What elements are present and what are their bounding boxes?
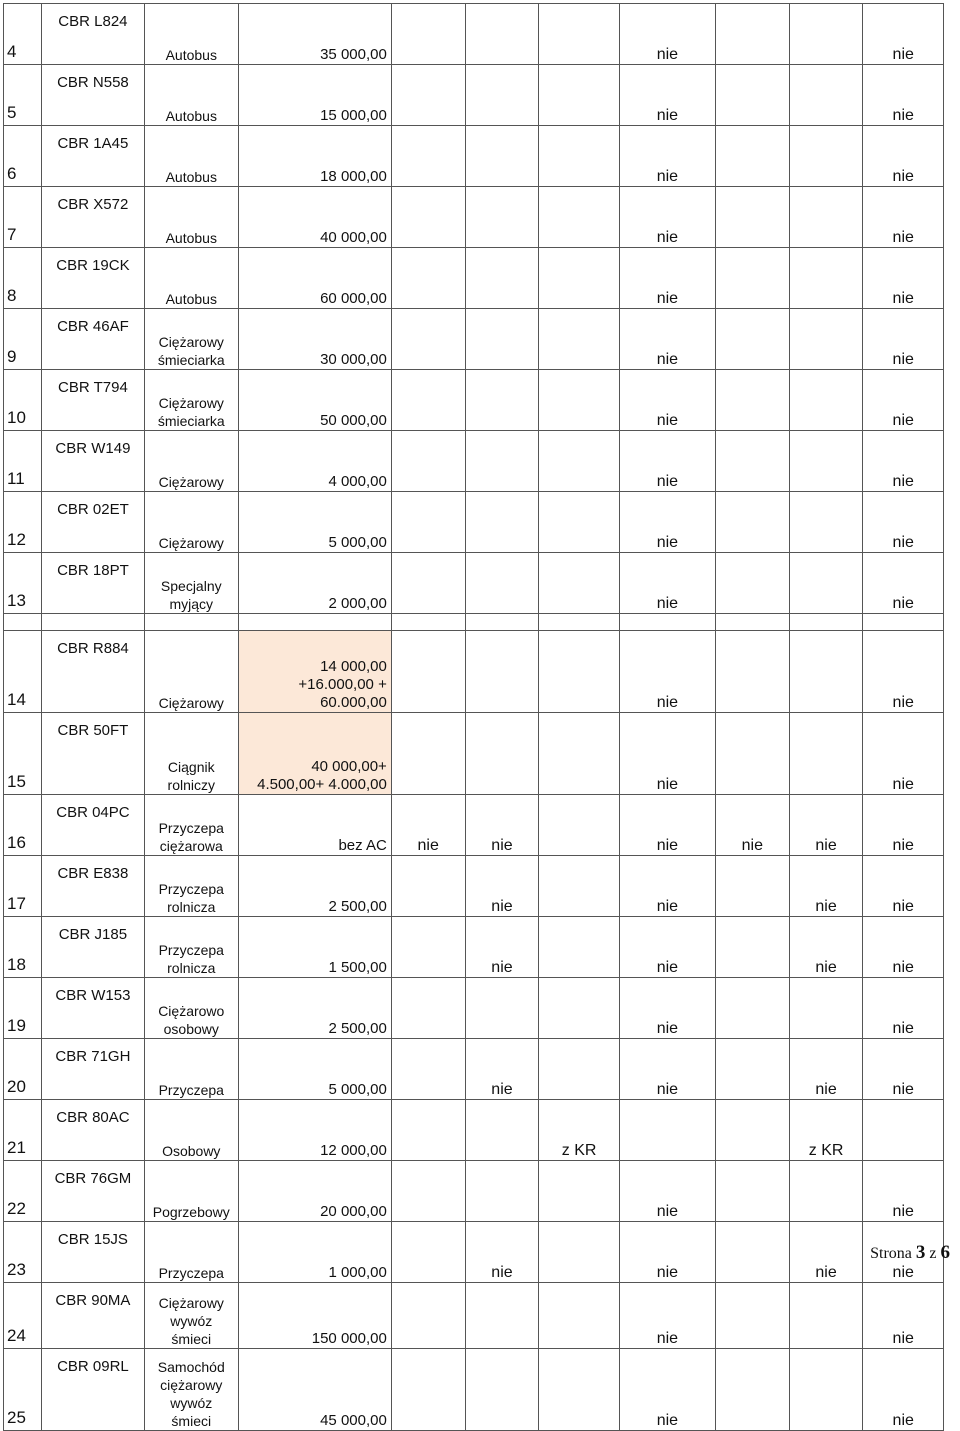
vehicle-type: Ciężarowy wywóz śmieci bbox=[144, 1283, 238, 1349]
flag-cell bbox=[465, 1100, 539, 1161]
flag-cell bbox=[789, 1283, 863, 1349]
table-row bbox=[4, 1222, 944, 1283]
row-number: 23 bbox=[4, 1222, 42, 1283]
flag-cell: nie bbox=[619, 492, 715, 553]
insured-value: 15 000,00 bbox=[238, 65, 391, 126]
flag-cell bbox=[539, 917, 619, 978]
flag-cell bbox=[715, 248, 789, 309]
flag-cell bbox=[789, 65, 863, 126]
flag-cell bbox=[465, 631, 539, 713]
insured-value: 14 000,00 +16.000,00 + 60.000,00 bbox=[238, 631, 391, 713]
flag-cell: nie bbox=[619, 1039, 715, 1100]
flag-cell bbox=[391, 65, 465, 126]
footer-total: 6 bbox=[940, 1242, 950, 1263]
vehicle-type: Osobowy bbox=[144, 1100, 238, 1161]
flag-cell bbox=[539, 431, 619, 492]
insured-value: 40 000,00+ 4.500,00+ 4.000,00 bbox=[238, 713, 391, 795]
flag-cell bbox=[391, 713, 465, 795]
flag-cell bbox=[539, 1349, 619, 1431]
flag-cell bbox=[391, 1283, 465, 1349]
flag-cell bbox=[715, 553, 789, 614]
registration-number: CBR 46AF bbox=[42, 309, 145, 370]
vehicle-type: Pogrzebowy bbox=[144, 1161, 238, 1222]
registration-number: CBR E838 bbox=[42, 856, 145, 917]
flag-cell bbox=[391, 431, 465, 492]
flag-cell bbox=[715, 126, 789, 187]
flag-cell: nie bbox=[619, 917, 715, 978]
flag-cell: nie bbox=[619, 187, 715, 248]
registration-number: CBR 04PC bbox=[42, 795, 145, 856]
vehicle-type: Samochód ciężarowy wywóz śmieci bbox=[144, 1349, 238, 1431]
flag-cell bbox=[715, 65, 789, 126]
flag-cell bbox=[391, 492, 465, 553]
registration-number: CBR R884 bbox=[42, 631, 145, 713]
table-row bbox=[4, 492, 944, 553]
row-number: 12 bbox=[4, 492, 42, 553]
flag-cell: nie bbox=[619, 856, 715, 917]
flag-cell: nie bbox=[863, 1161, 944, 1222]
flag-cell bbox=[391, 309, 465, 370]
vehicle-type: Przyczepa ciężarowa bbox=[144, 795, 238, 856]
insured-value: 40 000,00 bbox=[238, 187, 391, 248]
registration-number: CBR 50FT bbox=[42, 713, 145, 795]
flag-cell bbox=[391, 370, 465, 431]
flag-cell bbox=[789, 978, 863, 1039]
flag-cell: nie bbox=[465, 917, 539, 978]
flag-cell: nie bbox=[619, 1283, 715, 1349]
insured-value: 1 000,00 bbox=[238, 1222, 391, 1283]
vehicle-type: Specjalny myjący bbox=[144, 553, 238, 614]
flag-cell bbox=[539, 492, 619, 553]
flag-cell bbox=[391, 856, 465, 917]
flag-cell bbox=[539, 856, 619, 917]
flag-cell bbox=[715, 1349, 789, 1431]
vehicle-type: Autobus bbox=[144, 126, 238, 187]
flag-cell bbox=[715, 917, 789, 978]
vehicle-type: Autobus bbox=[144, 4, 238, 65]
flag-cell bbox=[539, 309, 619, 370]
row-number: 24 bbox=[4, 1283, 42, 1349]
insured-value: 12 000,00 bbox=[238, 1100, 391, 1161]
row-number: 22 bbox=[4, 1161, 42, 1222]
flag-cell: nie bbox=[391, 795, 465, 856]
flag-cell bbox=[715, 1100, 789, 1161]
flag-cell bbox=[539, 1222, 619, 1283]
registration-number: CBR 71GH bbox=[42, 1039, 145, 1100]
insured-value: 35 000,00 bbox=[238, 4, 391, 65]
registration-number: CBR 80AC bbox=[42, 1100, 145, 1161]
row-number: 4 bbox=[4, 4, 42, 65]
vehicle-type: Ciężarowy bbox=[144, 431, 238, 492]
flag-cell bbox=[789, 553, 863, 614]
flag-cell bbox=[465, 492, 539, 553]
flag-cell: nie bbox=[863, 795, 944, 856]
table-row bbox=[4, 126, 944, 187]
flag-cell bbox=[715, 713, 789, 795]
flag-cell bbox=[539, 248, 619, 309]
flag-cell: nie bbox=[619, 631, 715, 713]
flag-cell: nie bbox=[863, 917, 944, 978]
footer-page: 3 bbox=[915, 1242, 926, 1263]
flag-cell bbox=[715, 978, 789, 1039]
table-row bbox=[4, 187, 944, 248]
flag-cell: nie bbox=[465, 1222, 539, 1283]
vehicle-type: Ciężarowy bbox=[144, 492, 238, 553]
row-number: 20 bbox=[4, 1039, 42, 1100]
flag-cell: nie bbox=[863, 187, 944, 248]
table-row bbox=[4, 553, 944, 614]
flag-cell bbox=[391, 4, 465, 65]
vehicle-type: Ciężarowy bbox=[144, 631, 238, 713]
registration-number: CBR 90MA bbox=[42, 1283, 145, 1349]
flag-cell bbox=[539, 978, 619, 1039]
table-row bbox=[4, 856, 944, 917]
flag-cell: nie bbox=[619, 1161, 715, 1222]
flag-cell: nie bbox=[863, 65, 944, 126]
flag-cell: nie bbox=[863, 1283, 944, 1349]
flag-cell: nie bbox=[863, 4, 944, 65]
registration-number: CBR 76GM bbox=[42, 1161, 145, 1222]
flag-cell: nie bbox=[619, 795, 715, 856]
flag-cell bbox=[539, 713, 619, 795]
vehicle-type: Przyczepa bbox=[144, 1222, 238, 1283]
registration-number: CBR 02ET bbox=[42, 492, 145, 553]
vehicle-type: Przyczepa rolnicza bbox=[144, 917, 238, 978]
flag-cell bbox=[465, 309, 539, 370]
flag-cell bbox=[789, 713, 863, 795]
flag-cell bbox=[789, 1349, 863, 1431]
flag-cell: nie bbox=[863, 553, 944, 614]
flag-cell bbox=[539, 187, 619, 248]
row-number: 25 bbox=[4, 1349, 42, 1431]
row-number: 17 bbox=[4, 856, 42, 917]
flag-cell bbox=[465, 1283, 539, 1349]
row-number: 7 bbox=[4, 187, 42, 248]
registration-number: CBR 19CK bbox=[42, 248, 145, 309]
table-row bbox=[4, 1039, 944, 1100]
flag-cell bbox=[789, 309, 863, 370]
row-number: 13 bbox=[4, 553, 42, 614]
flag-cell bbox=[539, 4, 619, 65]
row-number: 18 bbox=[4, 917, 42, 978]
insured-value: bez AC bbox=[238, 795, 391, 856]
flag-cell bbox=[789, 431, 863, 492]
registration-number: CBR 1A45 bbox=[42, 126, 145, 187]
flag-cell bbox=[789, 631, 863, 713]
insured-value: 2 500,00 bbox=[238, 978, 391, 1039]
flag-cell bbox=[715, 1222, 789, 1283]
table-row bbox=[4, 1349, 944, 1431]
flag-cell bbox=[789, 126, 863, 187]
row-number: 16 bbox=[4, 795, 42, 856]
flag-cell: nie bbox=[715, 795, 789, 856]
flag-cell bbox=[789, 248, 863, 309]
row-number: 19 bbox=[4, 978, 42, 1039]
flag-cell: nie bbox=[619, 309, 715, 370]
flag-cell: nie bbox=[863, 1039, 944, 1100]
flag-cell bbox=[465, 713, 539, 795]
flag-cell bbox=[465, 248, 539, 309]
flag-cell: nie bbox=[863, 1349, 944, 1431]
row-number: 10 bbox=[4, 370, 42, 431]
flag-cell bbox=[391, 1100, 465, 1161]
registration-number: CBR 09RL bbox=[42, 1349, 145, 1431]
flag-cell bbox=[715, 4, 789, 65]
flag-cell bbox=[539, 1161, 619, 1222]
flag-cell: nie bbox=[619, 553, 715, 614]
page-footer bbox=[870, 1242, 950, 1264]
table-row bbox=[4, 4, 944, 65]
flag-cell: nie bbox=[863, 431, 944, 492]
flag-cell bbox=[465, 431, 539, 492]
flag-cell: nie bbox=[619, 65, 715, 126]
flag-cell bbox=[715, 631, 789, 713]
table-row bbox=[4, 309, 944, 370]
vehicle-type: Przyczepa bbox=[144, 1039, 238, 1100]
table-row bbox=[4, 917, 944, 978]
flag-cell bbox=[789, 370, 863, 431]
flag-cell bbox=[539, 795, 619, 856]
flag-cell bbox=[789, 4, 863, 65]
row-number: 5 bbox=[4, 65, 42, 126]
flag-cell: nie bbox=[619, 978, 715, 1039]
flag-cell bbox=[539, 1283, 619, 1349]
table-row bbox=[4, 1283, 944, 1349]
flag-cell bbox=[391, 1039, 465, 1100]
insured-value: 18 000,00 bbox=[238, 126, 391, 187]
flag-cell bbox=[715, 1039, 789, 1100]
registration-number: CBR T794 bbox=[42, 370, 145, 431]
flag-cell bbox=[465, 370, 539, 431]
flag-cell bbox=[391, 126, 465, 187]
flag-cell: nie bbox=[863, 713, 944, 795]
flag-cell bbox=[391, 187, 465, 248]
insured-value: 4 000,00 bbox=[238, 431, 391, 492]
flag-cell: nie bbox=[465, 856, 539, 917]
flag-cell: nie bbox=[619, 248, 715, 309]
vehicle-table bbox=[3, 3, 944, 1431]
vehicle-type: Ciągnik rolniczy bbox=[144, 713, 238, 795]
flag-cell: nie bbox=[619, 1349, 715, 1431]
flag-cell: nie bbox=[863, 978, 944, 1039]
vehicle-type: Ciężarowo osobowy bbox=[144, 978, 238, 1039]
registration-number: CBR 18PT bbox=[42, 553, 145, 614]
row-number: 6 bbox=[4, 126, 42, 187]
table-row bbox=[4, 795, 944, 856]
flag-cell bbox=[715, 309, 789, 370]
flag-cell bbox=[465, 187, 539, 248]
footer-prefix: Strona bbox=[870, 1245, 912, 1262]
flag-cell bbox=[789, 187, 863, 248]
row-number: 11 bbox=[4, 431, 42, 492]
flag-cell: nie bbox=[863, 492, 944, 553]
table-row bbox=[4, 631, 944, 713]
table-row bbox=[4, 713, 944, 795]
table-row bbox=[4, 978, 944, 1039]
flag-cell bbox=[715, 492, 789, 553]
row-number: 21 bbox=[4, 1100, 42, 1161]
flag-cell: z KR bbox=[789, 1100, 863, 1161]
flag-cell: nie bbox=[863, 856, 944, 917]
flag-cell bbox=[391, 1161, 465, 1222]
flag-cell: nie bbox=[619, 713, 715, 795]
row-number: 14 bbox=[4, 631, 42, 713]
insured-value: 45 000,00 bbox=[238, 1349, 391, 1431]
flag-cell bbox=[465, 4, 539, 65]
insured-value: 1 500,00 bbox=[238, 917, 391, 978]
flag-cell: nie bbox=[789, 856, 863, 917]
flag-cell bbox=[391, 553, 465, 614]
insured-value: 50 000,00 bbox=[238, 370, 391, 431]
flag-cell bbox=[715, 1161, 789, 1222]
registration-number: CBR X572 bbox=[42, 187, 145, 248]
registration-number: CBR W153 bbox=[42, 978, 145, 1039]
insured-value: 20 000,00 bbox=[238, 1161, 391, 1222]
vehicle-type: Ciężarowy śmieciarka bbox=[144, 309, 238, 370]
row-number: 8 bbox=[4, 248, 42, 309]
flag-cell bbox=[539, 370, 619, 431]
flag-cell bbox=[715, 187, 789, 248]
vehicle-type: Autobus bbox=[144, 248, 238, 309]
registration-number: CBR N558 bbox=[42, 65, 145, 126]
vehicle-type: Przyczepa rolnicza bbox=[144, 856, 238, 917]
flag-cell bbox=[539, 631, 619, 713]
spacer-row bbox=[4, 614, 944, 631]
vehicle-type: Ciężarowy śmieciarka bbox=[144, 370, 238, 431]
flag-cell: nie bbox=[465, 1039, 539, 1100]
table-row bbox=[4, 370, 944, 431]
flag-cell bbox=[539, 65, 619, 126]
flag-cell: nie bbox=[863, 248, 944, 309]
flag-cell: nie bbox=[863, 309, 944, 370]
flag-cell bbox=[539, 553, 619, 614]
footer-sep: z bbox=[929, 1245, 937, 1262]
insured-value: 5 000,00 bbox=[238, 492, 391, 553]
flag-cell: nie bbox=[863, 631, 944, 713]
insured-value: 30 000,00 bbox=[238, 309, 391, 370]
flag-cell bbox=[715, 1283, 789, 1349]
insured-value: 2 000,00 bbox=[238, 553, 391, 614]
vehicle-type: Autobus bbox=[144, 187, 238, 248]
flag-cell bbox=[789, 1161, 863, 1222]
flag-cell: nie bbox=[789, 1222, 863, 1283]
insured-value: 60 000,00 bbox=[238, 248, 391, 309]
flag-cell: z KR bbox=[539, 1100, 619, 1161]
flag-cell bbox=[391, 917, 465, 978]
registration-number: CBR L824 bbox=[42, 4, 145, 65]
flag-cell: nie bbox=[863, 126, 944, 187]
flag-cell bbox=[539, 126, 619, 187]
vehicle-type: Autobus bbox=[144, 65, 238, 126]
flag-cell: nie bbox=[863, 1222, 944, 1283]
table-row bbox=[4, 1161, 944, 1222]
row-number: 9 bbox=[4, 309, 42, 370]
flag-cell bbox=[715, 431, 789, 492]
flag-cell bbox=[465, 553, 539, 614]
flag-cell bbox=[465, 1349, 539, 1431]
flag-cell bbox=[539, 1039, 619, 1100]
flag-cell bbox=[465, 65, 539, 126]
flag-cell bbox=[465, 1161, 539, 1222]
flag-cell bbox=[391, 248, 465, 309]
table-row bbox=[4, 248, 944, 309]
flag-cell: nie bbox=[619, 4, 715, 65]
table-row bbox=[4, 431, 944, 492]
flag-cell: nie bbox=[789, 795, 863, 856]
insured-value: 5 000,00 bbox=[238, 1039, 391, 1100]
flag-cell: nie bbox=[619, 1222, 715, 1283]
flag-cell: nie bbox=[789, 1039, 863, 1100]
flag-cell: nie bbox=[789, 917, 863, 978]
table-row bbox=[4, 65, 944, 126]
flag-cell: nie bbox=[619, 370, 715, 431]
flag-cell bbox=[863, 1100, 944, 1161]
flag-cell bbox=[391, 631, 465, 713]
flag-cell: nie bbox=[863, 370, 944, 431]
flag-cell bbox=[391, 1222, 465, 1283]
row-number: 15 bbox=[4, 713, 42, 795]
flag-cell bbox=[465, 978, 539, 1039]
flag-cell bbox=[715, 370, 789, 431]
flag-cell: nie bbox=[619, 126, 715, 187]
flag-cell bbox=[789, 492, 863, 553]
registration-number: CBR J185 bbox=[42, 917, 145, 978]
flag-cell bbox=[715, 856, 789, 917]
flag-cell: nie bbox=[465, 795, 539, 856]
flag-cell bbox=[391, 978, 465, 1039]
flag-cell: nie bbox=[619, 431, 715, 492]
flag-cell bbox=[619, 1100, 715, 1161]
registration-number: CBR 15JS bbox=[42, 1222, 145, 1283]
registration-number: CBR W149 bbox=[42, 431, 145, 492]
flag-cell bbox=[391, 1349, 465, 1431]
flag-cell bbox=[465, 126, 539, 187]
insured-value: 2 500,00 bbox=[238, 856, 391, 917]
insured-value: 150 000,00 bbox=[238, 1283, 391, 1349]
table-row bbox=[4, 1100, 944, 1161]
